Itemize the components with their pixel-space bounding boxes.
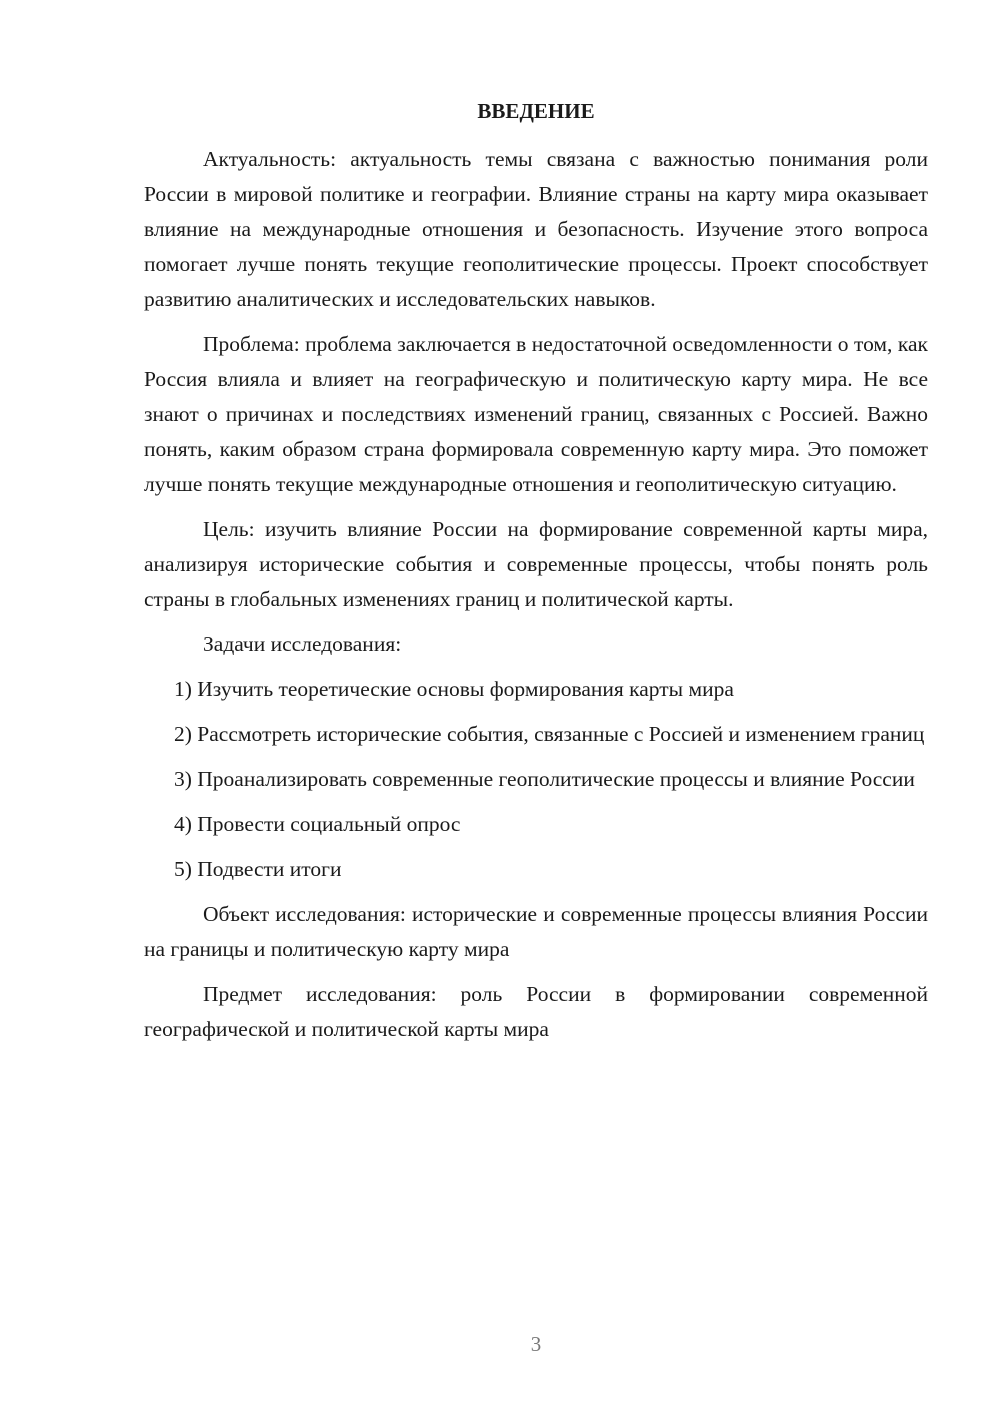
page-number: 3 — [530, 1332, 542, 1356]
task-item-5: 5) Подвести итоги — [174, 857, 342, 881]
tasks-heading: Задачи исследования: — [203, 632, 402, 656]
task-item-2: 2) Рассмотреть исторические события, связанные с Россией и изменением границ — [174, 722, 925, 746]
goal-paragraph: Цель: изучить влияние России на формирование современной карты мира, анализируя исторические события и современные процессы, чтобы понять роль страны в глобальных изменениях границ и политической карты. — [144, 517, 928, 611]
section-title: ВВЕДЕНИЕ — [477, 99, 595, 123]
task-item-1: 1) Изучить теоретические основы формирования карты мира — [174, 677, 734, 701]
object-paragraph: Объект исследования: исторические и современные процессы влияния России на границы и политическую карту мира — [144, 902, 928, 961]
task-item-4: 4) Провести социальный опрос — [174, 812, 461, 836]
problem-paragraph: Проблема: проблема заключается в недостаточной осведомленности о том, как Россия влияла и влияет на географическую и политическую карту мира. Не все знают о причинах и последствиях изменений границ, связанных с Россией. Важно понять, каким образом страна формировала современную карту мира. Это поможет лучше понять текущие международные отношения и геополитическую ситуацию. — [144, 332, 928, 496]
page-content — [144, 94, 928, 1057]
task-item-3: 3) Проанализировать современные геополитические процессы и влияние России — [174, 767, 915, 791]
subject-paragraph: Предмет исследования: роль России в формировании современной географической и политической карты мира — [144, 982, 928, 1041]
relevance-paragraph: Актуальность: актуальность темы связана с важностью понимания роли России в мировой политике и географии. Влияние страны на карту мира оказывает влияние на международные отношения и безопасность. Изучение этого вопроса помогает лучше понять текущие геополитические процессы. Проект способствует развитию аналитических и исследовательских навыков. — [144, 147, 928, 311]
